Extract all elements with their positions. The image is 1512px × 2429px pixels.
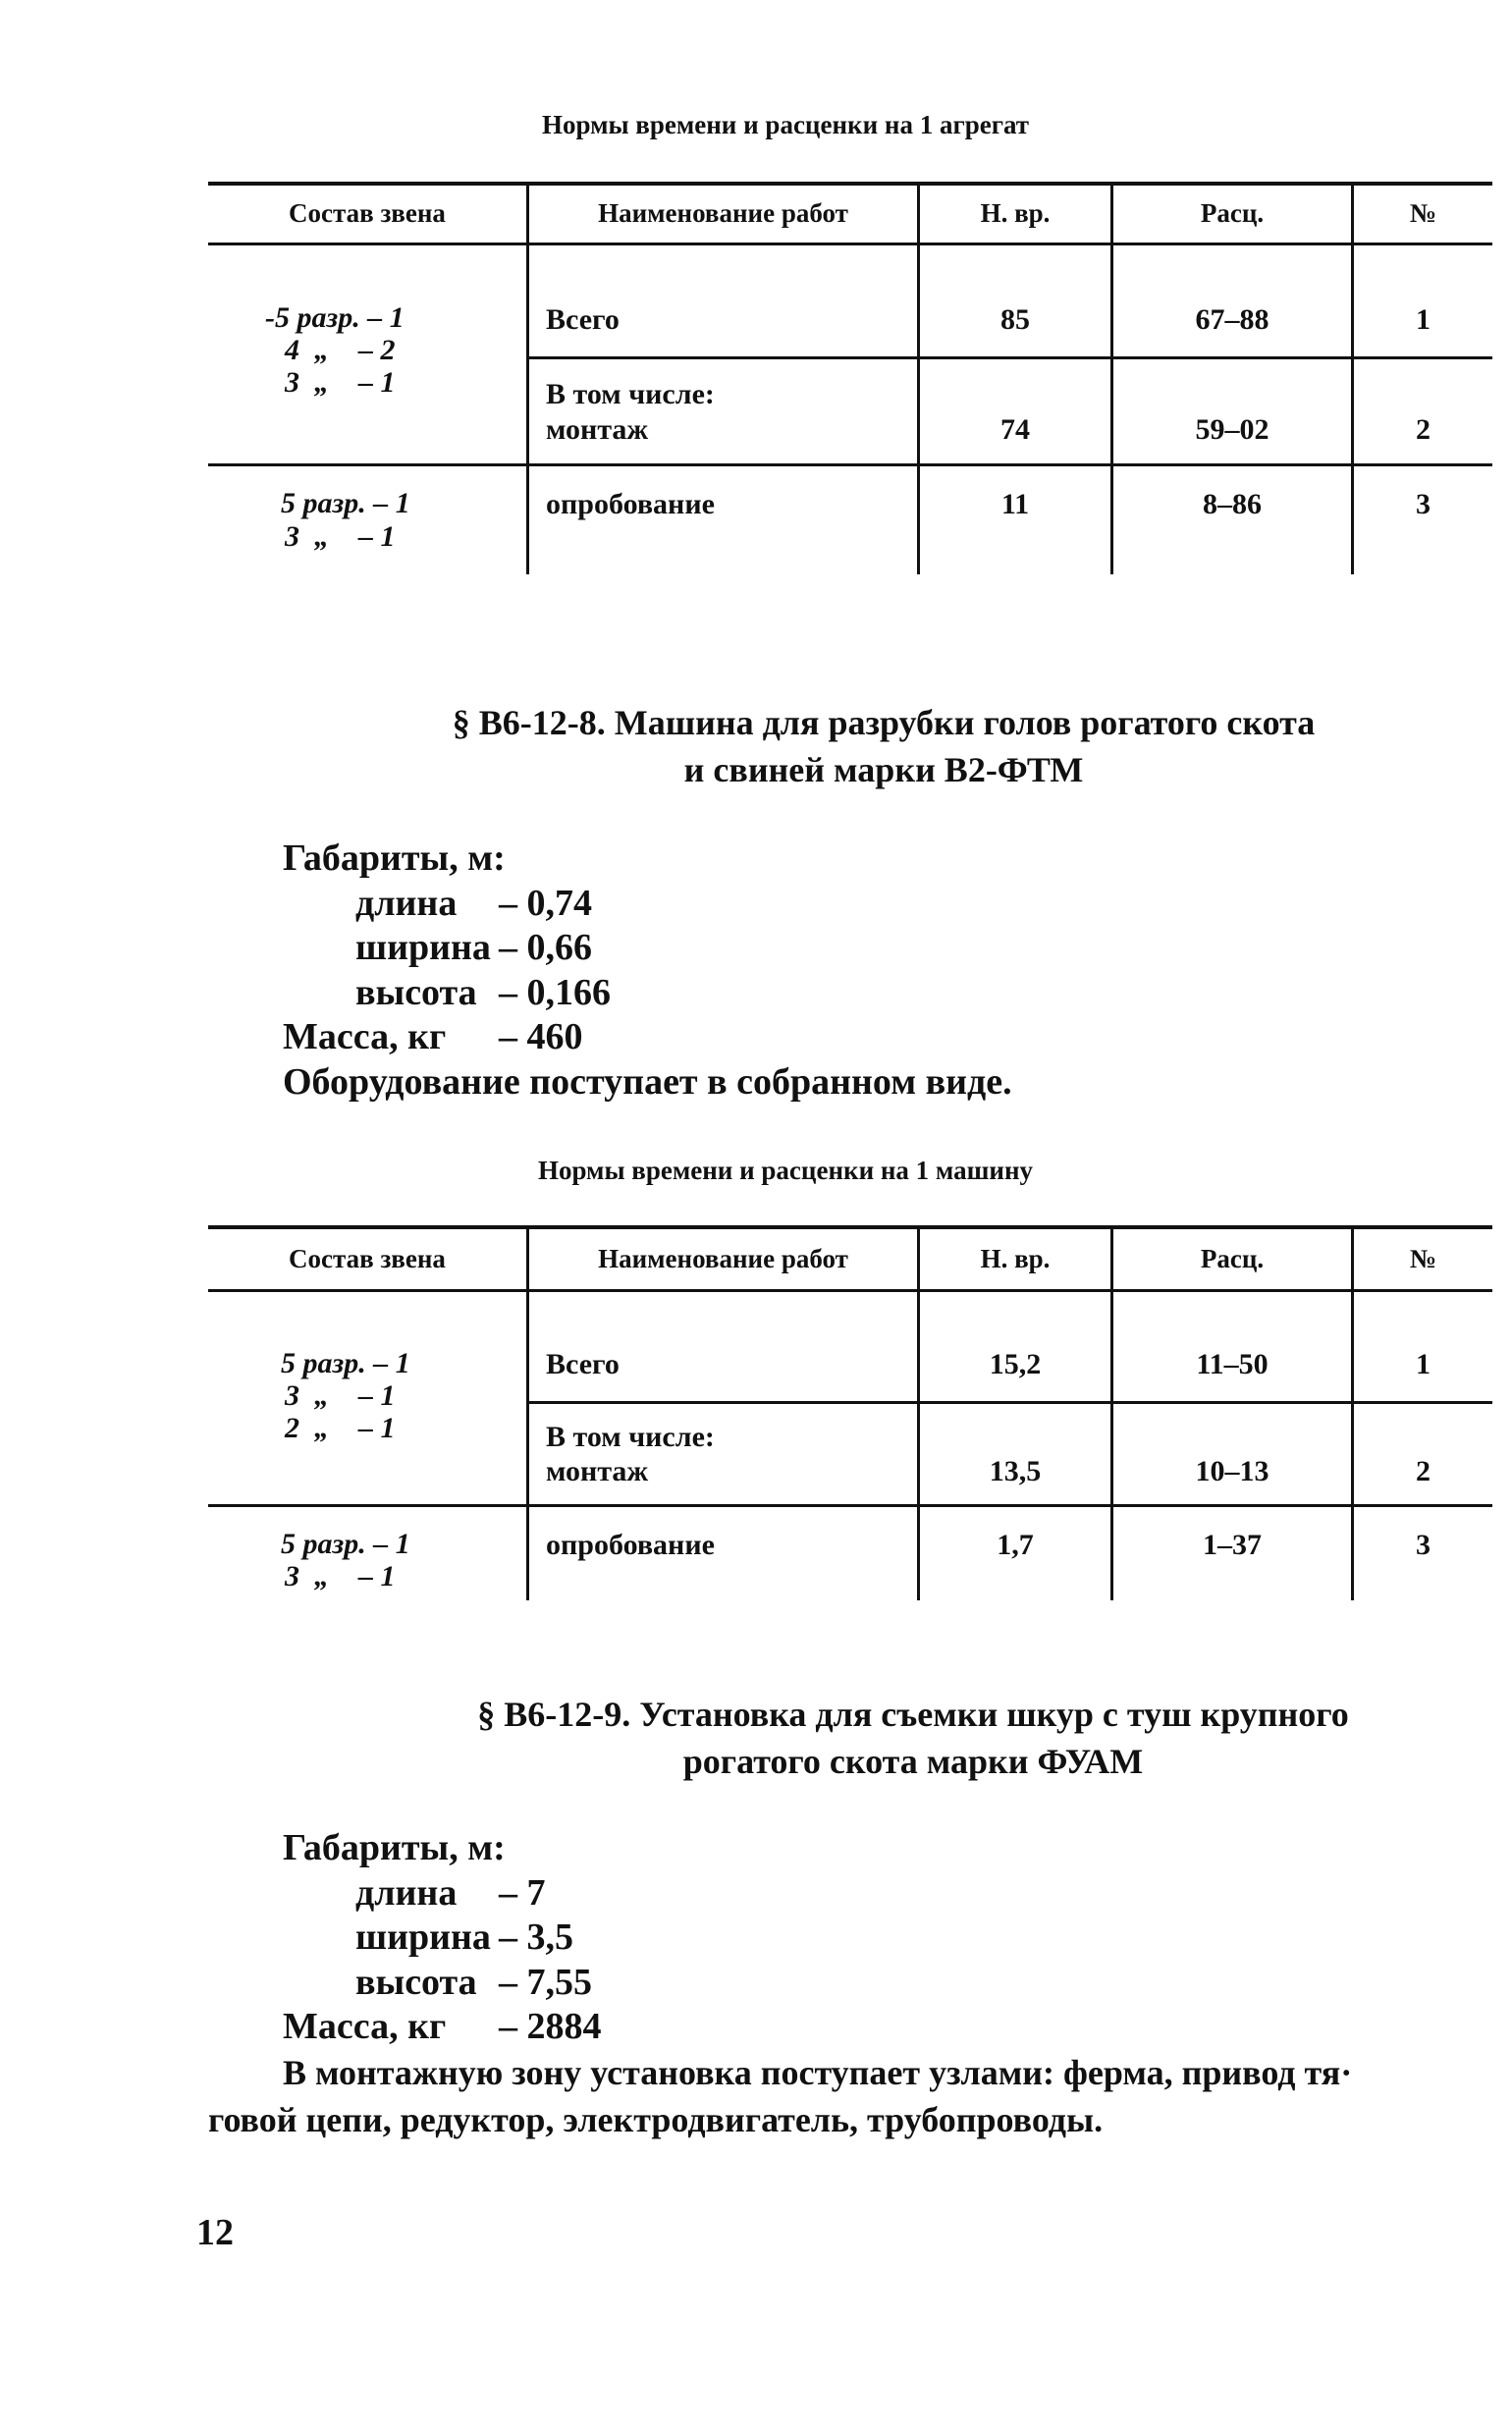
section2-note-line2: говой цепи, редуктор, электродвигатель, трубопроводы.: [208, 2100, 1104, 2139]
dim-value: – 7,55: [499, 1961, 592, 2003]
section2-heading-line2: рогатого скота марки ФУАМ: [682, 1742, 1144, 1781]
table2-num: 1: [1416, 1348, 1431, 1380]
table1-col-divider-1: [526, 182, 529, 574]
table2-header-work: Наименование работ: [598, 1244, 848, 1273]
dim-label: ширина: [355, 927, 491, 968]
table2-top-rule: [208, 1225, 1492, 1229]
mass-value: – 460: [499, 1016, 583, 1057]
section1-heading-line2: и свиней марки В2-ФТМ: [683, 750, 1084, 789]
dim-label: высота: [355, 971, 477, 1013]
table2-crew-line: 3 „ – 1: [285, 1379, 396, 1412]
dims-title: Габариты, м:: [283, 1827, 506, 1868]
section2-heading-line1: § В6-12-9. Установка для съемки шкур с туш крупного: [477, 1695, 1349, 1734]
table1-num: 2: [1416, 413, 1431, 446]
table2-num: 2: [1416, 1455, 1431, 1487]
table1-hours: 11: [1000, 488, 1030, 520]
table1-crew-line: 3 „ – 1: [285, 366, 396, 399]
dim-label: длина: [355, 1871, 458, 1914]
table2-col-divider-1: [526, 1225, 529, 1600]
table1-rate: 8–86: [1203, 488, 1262, 520]
table1-work: опробование: [546, 488, 715, 520]
table2-crew-line: 5 разр. – 1: [281, 1347, 410, 1379]
table2-header-crew: Состав звена: [289, 1244, 446, 1273]
table1-hours: 74: [1000, 413, 1030, 446]
dims-title: Габариты, м:: [283, 837, 506, 879]
table2-header-num: №: [1409, 1244, 1437, 1273]
table2-num: 3: [1416, 1529, 1431, 1561]
table1-row1-rule: [528, 356, 1492, 359]
mass-value: – 2884: [499, 2006, 602, 2047]
dim-value: – 0,166: [499, 971, 611, 1013]
section2-note-line1: В монтажную зону установка поступает узлами: ферма, привод тя·: [283, 2053, 1353, 2092]
section1-heading-line1: § В6-12-8. Машина для разрубки голов рогатого скота: [452, 703, 1316, 742]
table1-header-crew: Состав звена: [289, 198, 446, 228]
page-number: 12: [196, 2212, 234, 2253]
table1-header-work: Наименование работ: [598, 198, 848, 228]
table2-work: Всего: [546, 1348, 620, 1380]
mass-label: Масса, кг: [283, 1016, 447, 1057]
section2-note: [208, 2049, 1494, 2143]
table1-work: монтаж: [546, 413, 649, 446]
table2-work: опробование: [546, 1529, 715, 1561]
table1-rate: 67–88: [1195, 303, 1269, 336]
table2-hours: 15,2: [989, 1348, 1042, 1380]
table1-header-rate: Расц.: [1200, 198, 1265, 228]
table2-hours: 1,7: [997, 1529, 1034, 1561]
table1-header-hours: Н. вр.: [980, 198, 1051, 228]
table2-row2-rule: [208, 1504, 1492, 1507]
table1-rate: 59–02: [1195, 413, 1269, 446]
table2-hours: 13,5: [989, 1455, 1042, 1487]
table2-header-hours: Н. вр.: [980, 1244, 1051, 1273]
table2-work: В том числе:: [546, 1421, 715, 1453]
section1-specs: [283, 837, 1012, 1105]
table1-hours: 85: [1000, 303, 1030, 336]
section2-specs: [283, 1826, 602, 2050]
section2-heading: [353, 1691, 1473, 1785]
table1-work: Всего: [546, 303, 620, 336]
table1-num: 1: [1416, 303, 1431, 336]
table2-row1-rule: [528, 1401, 1492, 1404]
dim-label: высота: [355, 1961, 477, 2003]
table2-rate: 11–50: [1196, 1348, 1269, 1380]
delivery-note: Оборудование поступает в собранном виде.: [283, 1060, 1012, 1103]
table2-caption: Нормы времени и расценки на 1 машину: [537, 1156, 1034, 1185]
dim-value: – 7: [499, 1871, 546, 1914]
table1-header-num: №: [1409, 198, 1437, 228]
table1-work: В том числе:: [546, 378, 715, 410]
table1-top-rule: [208, 182, 1492, 186]
table1-row2-rule: [208, 463, 1492, 466]
table1-caption: Нормы времени и расценки на 1 агрегат: [541, 110, 1030, 139]
mass-label: Масса, кг: [283, 2006, 447, 2047]
table2-crew-line: 3 „ – 1: [285, 1560, 396, 1592]
table1-num: 3: [1416, 488, 1431, 520]
table1-crew-line: 3 „ – 1: [285, 520, 396, 553]
table2-rate: 10–13: [1195, 1455, 1269, 1487]
table2-header-rate: Расц.: [1200, 1244, 1265, 1273]
dim-label: ширина: [355, 1916, 491, 1958]
table1-crew-line: -5 разр. – 1: [265, 301, 405, 334]
table1-crew-line: 4 „ – 2: [285, 334, 396, 366]
dim-value: – 3,5: [499, 1916, 573, 1958]
table2-rate: 1–37: [1203, 1529, 1262, 1561]
table2-work: монтаж: [546, 1455, 649, 1487]
dim-value: – 0,74: [499, 882, 592, 924]
dim-value: – 0,66: [499, 927, 592, 968]
table2-crew-line: 2 „ – 1: [285, 1412, 396, 1444]
dim-label: длина: [355, 882, 458, 924]
table2-crew-line: 5 разр. – 1: [281, 1528, 410, 1560]
table2-header-rule: [208, 1289, 1492, 1292]
table1-header-rule: [208, 243, 1492, 245]
table1-crew-line: 5 разр. – 1: [281, 487, 410, 519]
section1-heading: [295, 699, 1473, 793]
